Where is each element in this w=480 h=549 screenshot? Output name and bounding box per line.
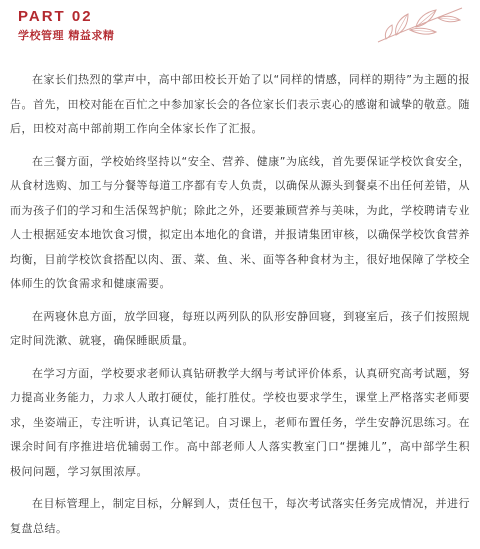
section-subtitle: 学校管理 精益求精 (18, 29, 115, 42)
paragraph-meals: 在三餐方面，学校始终坚持以“安全、营养、健康”为底线，首先要保证学校饮食安全，从食材选购、加工与分餐等每道工序都有专人负责，以确保从源头到餐桌不出任何差错，从而为孩子们的学习和生活保驾护航；除此之外，还要兼顾营养与美味，为此，学校聘请专业人士根据延安本地饮食习惯，拟定出本地化的食谱，并报请集团审核，以确保学校饮食营养均衡，目前学校饮食搭配以肉、蛋、菜、鱼、米、面等各种食材为主，很好地保障了学校全体师生的饮食需求和健康需要。 (10, 154, 470, 290)
leaf-branch-icon (374, 2, 466, 46)
article-body (10, 68, 470, 549)
paragraph-intro: 在家长们热烈的掌声中，高中部田校长开始了以“同样的情感，同样的期待”为主题的报告。首先，田校对能在百忙之中参加家长会的各位家长们表示衷心的感谢和诚挚的敬意。随后，田校对高中部前期工作向全体家长作了汇报。 (10, 73, 470, 135)
paragraph-study: 在学习方面，学校要求老师认真钻研教学大纲与考试评价体系，认真研究高考试题，努力提高业务能力，力求人人敢打硬仗，能打胜仗。学校也要求学生，课堂上严格落实老师要求，坐姿端正，专注听讲，认真记笔记。自习课上，老师布置任务，学生安静沉思练习。在课余时间有序推进培优辅弱工作。高中部老师人人落实教室门口“摆摊儿”，高中部学生积极问问题，学习氛围浓厚。 (10, 366, 470, 478)
section-header (18, 8, 114, 44)
paragraph-goals: 在目标管理上，制定目标，分解到人，责任包干，每次考试落实任务完成情况，并进行复盘总结。 (10, 497, 470, 535)
part-title: PART 02 (18, 8, 93, 25)
paragraph-dorm: 在两寝休息方面，放学回寝，每班以两列队的队形安静回寝，到寝室后，孩子们按照规定时间洗漱、就寝，确保睡眠质量。 (10, 309, 470, 347)
